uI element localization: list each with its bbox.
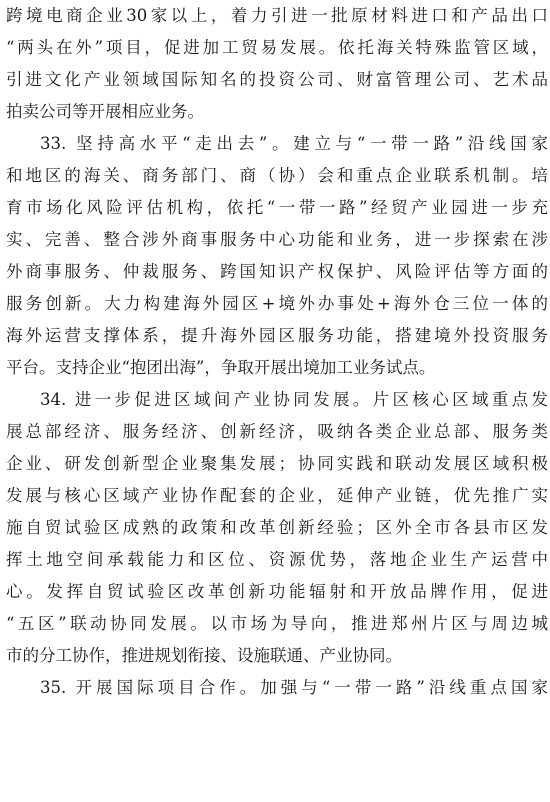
text-line: “五区”联动协同发展。以市场为导向，推进郑州片区与周边城 xyxy=(6,614,548,633)
paragraph-35-head xyxy=(6,672,548,704)
text-line: 心。发挥自贸试验区改革创新功能辐射和开放品牌作用，促进 xyxy=(6,582,548,601)
text-line: “两头在外”项目，促进加工贸易发展。依托海关特殊监管区域， xyxy=(6,38,548,57)
text-line: 34. 进一步促进区域间产业协同发展。片区核心区域重点发 xyxy=(40,390,548,409)
paragraph-32-tail xyxy=(6,0,548,128)
text-line: 服务创新。大力构建海外园区+境外办事处+海外仓三位一体的 xyxy=(6,294,548,313)
text-line: 实、完善、整合涉外商事服务中心功能和业务，进一步探索在涉 xyxy=(6,230,548,249)
text-line: 育市场化风险评估机构，依托“一带一路”经贸产业园进一步充 xyxy=(6,198,548,217)
text-line: 平台。支持企业“抱团出海”，争取开展出境加工业务试点。 xyxy=(6,358,436,377)
text-line: 引进文化产业领域国际知名的投资公司、财富管理公司、艺术品 xyxy=(6,70,548,89)
text-line: 展总部经济、服务经济、创新经济，吸纳各类企业总部、服务类 xyxy=(6,422,548,441)
text-line: 施自贸试验区成熟的政策和改革创新经验；区外全市各县市区发 xyxy=(6,518,548,537)
text-line: 市的分工协作，推进规划衔接、设施联通、产业协同。 xyxy=(6,646,402,665)
text-line: 33. 坚持高水平“走出去”。建立与“一带一路”沿线国家 xyxy=(40,134,548,153)
text-line: 跨境电商企业30家以上，着力引进一批原材料进口和产品出口 xyxy=(6,6,548,25)
text-line: 海外运营支撑体系，提升海外园区服务功能，搭建境外投资服务 xyxy=(6,326,548,345)
text-line: 35. 开展国际项目合作。加强与“一带一路”沿线重点国家 xyxy=(40,678,548,697)
text-line: 挥土地空间承载能力和区位、资源优势，落地企业生产运营中 xyxy=(6,550,548,569)
paragraph-33 xyxy=(6,128,548,384)
text-line: 发展与核心区域产业协作配套的企业，延伸产业链，优先推广实 xyxy=(6,486,548,505)
text-line: 和地区的海关、商务部门、商（协）会和重点企业联系机制。培 xyxy=(6,166,548,185)
text-line: 外商事服务、仲裁服务、跨国知识产权保护、风险评估等方面的 xyxy=(6,262,548,281)
text-line: 企业、研发创新型企业聚集发展；协同实践和联动发展区域积极 xyxy=(6,454,548,473)
text-line: 拍卖公司等开展相应业务。 xyxy=(6,102,204,121)
paragraph-34 xyxy=(6,384,548,672)
